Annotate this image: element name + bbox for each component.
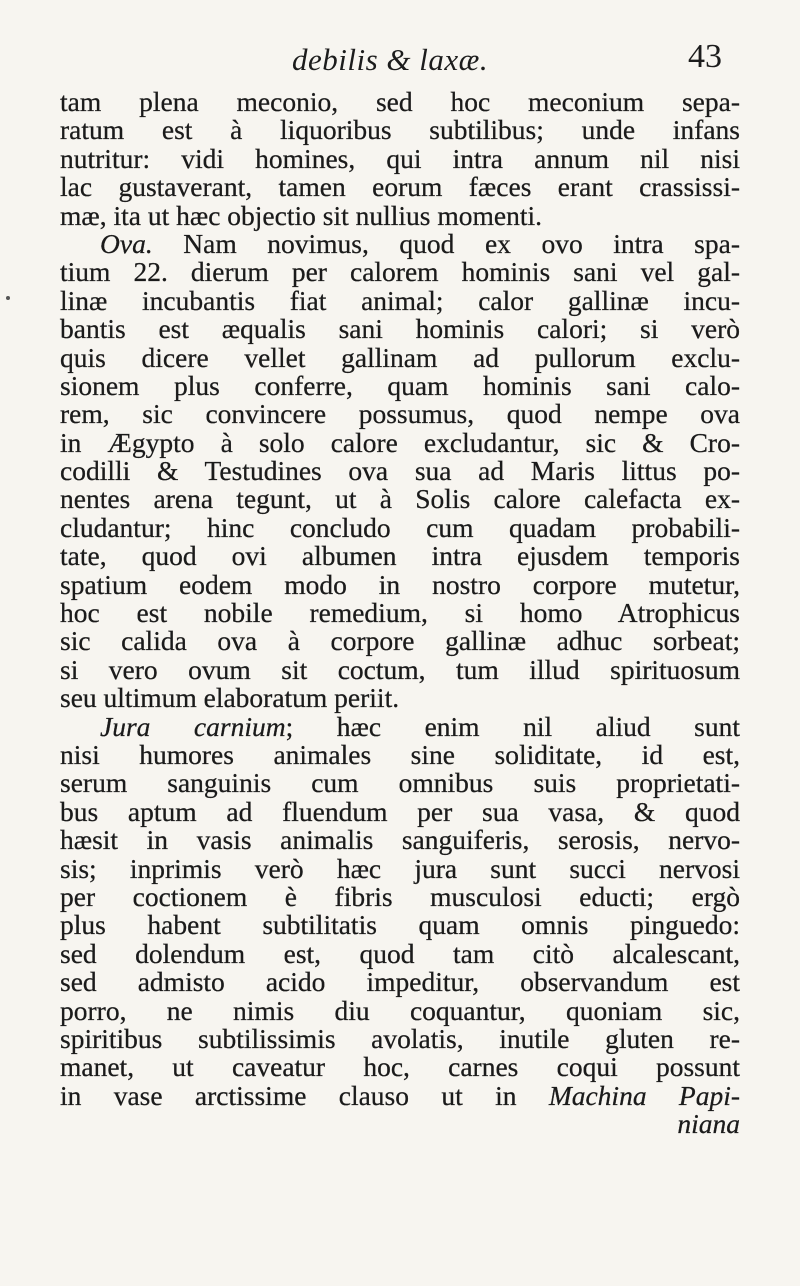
text-span: Nam novimus, quod ex ovo intra spa-: [152, 227, 740, 259]
text-line: linæ incubantis fiat animal; calor gallinæ incu-: [60, 284, 740, 316]
text-line: [60, 1079, 740, 1111]
text-span-italic: Machina Papi-: [548, 1079, 740, 1111]
text-line: sed dolendum est, quod tam citò alcalescant,: [60, 937, 740, 969]
paragraph-ova: [60, 227, 740, 714]
paragraph-jura-carnium: [60, 710, 740, 1111]
text-line: spatium eodem modo in nostro corpore mutetur,: [60, 568, 740, 600]
text-line: tate, quod ovi albumen intra ejusdem temporis: [60, 540, 740, 572]
text-line: tam plena meconio, sed hoc meconium sepa-: [60, 86, 740, 117]
text-line: porro, ne nimis diu coquantur, quoniam sic,: [60, 994, 740, 1026]
paragraph-continuation: [60, 88, 740, 230]
running-head: debilis & laxæ.: [292, 42, 489, 77]
page-header: [0, 38, 800, 78]
text-line: manet, ut caveatur hoc, carnes coqui possunt: [60, 1051, 740, 1083]
text-line: sis; inprimis verò hæc jura sunt succi nervosi: [60, 852, 740, 884]
text-line: ratum est à liquoribus subtilibus; unde infans: [60, 114, 740, 146]
text-line: quis dicere vellet gallinam ad pullorum exclu-: [60, 341, 740, 373]
paragraph-lead: Jura carnium: [100, 710, 286, 742]
text-line: [60, 227, 740, 259]
page-number: 43: [688, 38, 722, 75]
text-line: bus aptum ad fluendum per sua vasa, & quod: [60, 795, 740, 827]
text-line: si vero ovum sit coctum, tum illud spirituosum: [60, 653, 740, 685]
text-span: ; hæc enim nil aliud sunt: [285, 710, 740, 742]
text-line: codilli & Testudines ova sua ad Maris littus po-: [60, 455, 740, 487]
text-line: hoc est nobile remedium, si homo Atrophicus: [60, 597, 740, 629]
catchword: niana: [677, 1108, 740, 1140]
text-line: seu ultimum elaboratum periit.: [60, 682, 400, 714]
text-line: sionem plus conferre, quam hominis sani calo-: [60, 369, 740, 401]
text-line: nutritur: vidi homines, qui intra annum nil nisi: [60, 142, 740, 174]
text-line: plus habent subtilitatis quam omnis pinguedo:: [60, 909, 740, 941]
text-line: per coctionem è fibris musculosi educti; ergò: [60, 880, 740, 912]
text-line: mæ, ita ut hæc objectio sit nullius momenti.: [60, 199, 542, 231]
text-line: rem, sic convincere possumus, quod nempe ova: [60, 398, 740, 430]
body-text: [60, 88, 740, 1138]
paragraph-lead: Ova.: [100, 227, 153, 259]
text-line: sed admisto acido impeditur, observandum est: [60, 966, 740, 998]
text-line: nisi humores animales sine soliditate, id est,: [60, 738, 740, 770]
text-line: cludantur; hinc concludo cum quadam probabili-: [60, 511, 740, 543]
text-line: tium 22. dierum per calorem hominis sani vel gal-: [60, 256, 740, 288]
text-line: bantis est æqualis sani hominis calori; si verò: [60, 313, 740, 345]
text-line: lac gustaverant, tamen eorum fæces erant crassissi-: [60, 171, 740, 203]
text-span: in vase arctissime clauso ut in: [60, 1079, 549, 1111]
text-line: serum sanguinis cum omnibus suis proprietati-: [60, 767, 740, 799]
text-line: sic calida ova à corpore gallinæ adhuc sorbeat;: [60, 625, 740, 657]
text-line: spiritibus subtilissimis avolatis, inutile gluten re-: [60, 1022, 740, 1054]
text-line: in Ægypto à solo calore excludantur, sic & Cro-: [60, 426, 740, 458]
text-line: hæsit in vasis animalis sanguiferis, serosis, nervo-: [60, 824, 740, 856]
text-line: [60, 710, 740, 742]
margin-speck: [6, 296, 10, 300]
text-line: nentes arena tegunt, ut à Solis calore calefacta ex-: [60, 483, 740, 515]
